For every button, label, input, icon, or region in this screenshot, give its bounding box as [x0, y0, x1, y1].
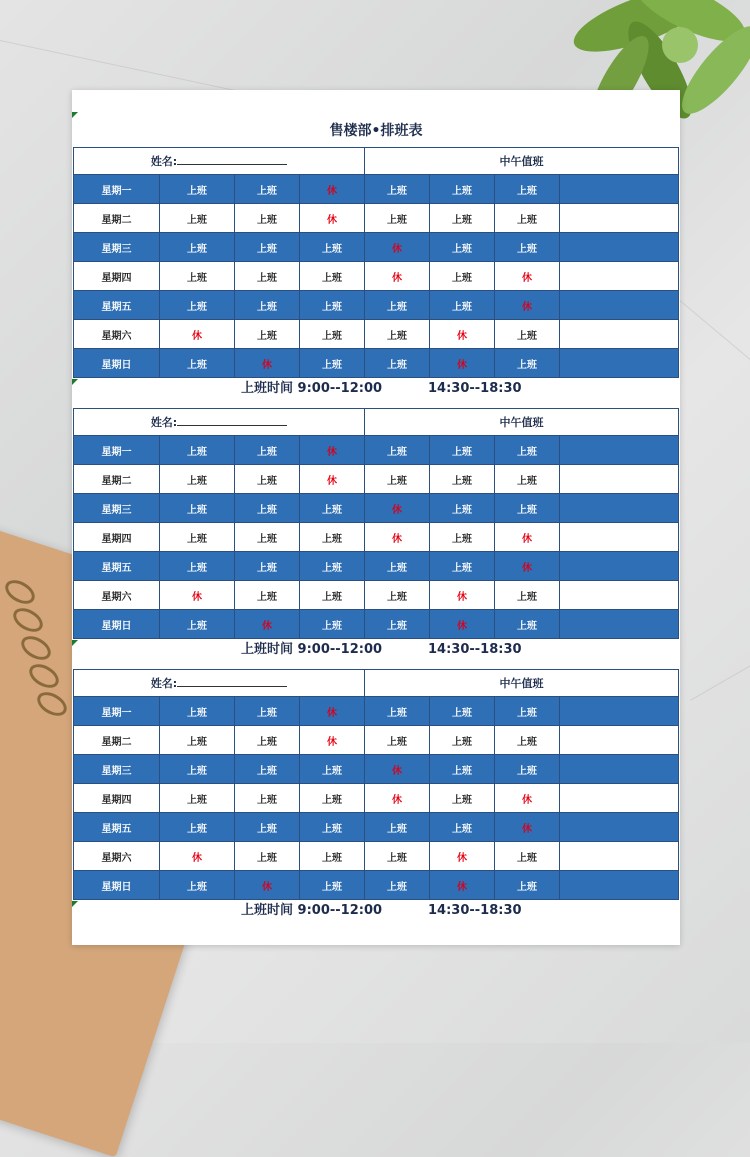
shift-cell: 休 — [160, 320, 235, 349]
day-cell: 星期一 — [74, 175, 160, 204]
shift-cell: 上班 — [160, 204, 235, 233]
noon-duty-header: 中午值班 — [365, 409, 679, 436]
shift-cell: 上班 — [365, 320, 430, 349]
blank-cell — [560, 320, 679, 349]
table-row — [74, 494, 679, 523]
blank-cell — [560, 465, 679, 494]
shift-cell: 休 — [235, 871, 300, 900]
shift-cell: 上班 — [160, 697, 235, 726]
shift-cell: 上班 — [430, 175, 495, 204]
shift-cell: 上班 — [430, 552, 495, 581]
shift-cell: 上班 — [300, 262, 365, 291]
shift-cell: 上班 — [430, 233, 495, 262]
shift-cell: 休 — [235, 610, 300, 639]
shift-cell: 上班 — [160, 436, 235, 465]
shift-cell: 上班 — [365, 291, 430, 320]
shift-cell: 上班 — [300, 494, 365, 523]
working-hours — [73, 378, 678, 404]
shift-cell: 休 — [365, 755, 430, 784]
shift-cell: 上班 — [495, 349, 560, 378]
shift-cell: 上班 — [365, 349, 430, 378]
day-cell: 星期四 — [74, 784, 160, 813]
shift-cell: 上班 — [235, 523, 300, 552]
shift-cell: 上班 — [235, 262, 300, 291]
table-row — [74, 349, 679, 378]
shift-cell: 上班 — [495, 755, 560, 784]
day-cell: 星期三 — [74, 494, 160, 523]
schedule-block — [73, 147, 678, 404]
shift-cell: 休 — [300, 726, 365, 755]
shift-cell: 上班 — [160, 494, 235, 523]
day-cell: 星期四 — [74, 262, 160, 291]
blank-cell — [560, 755, 679, 784]
shift-cell: 上班 — [235, 581, 300, 610]
shift-cell: 上班 — [495, 871, 560, 900]
shift-cell: 休 — [300, 697, 365, 726]
shift-cell: 上班 — [160, 175, 235, 204]
table-row — [74, 436, 679, 465]
shift-cell: 上班 — [235, 204, 300, 233]
day-cell: 星期日 — [74, 349, 160, 378]
day-cell: 星期六 — [74, 320, 160, 349]
document-title: 售楼部•排班表 — [329, 123, 423, 139]
shift-cell: 上班 — [430, 813, 495, 842]
blank-cell — [560, 349, 679, 378]
shift-cell: 休 — [495, 552, 560, 581]
shift-cell: 休 — [365, 494, 430, 523]
shift-cell: 休 — [430, 610, 495, 639]
shift-cell: 上班 — [235, 697, 300, 726]
blank-cell — [560, 291, 679, 320]
table-row — [74, 523, 679, 552]
shift-cell: 上班 — [235, 494, 300, 523]
day-cell: 星期五 — [74, 813, 160, 842]
shift-cell: 上班 — [365, 871, 430, 900]
shift-cell: 上班 — [365, 436, 430, 465]
shift-cell: 上班 — [160, 784, 235, 813]
shift-cell: 上班 — [495, 494, 560, 523]
working-hours — [73, 639, 678, 665]
shift-cell: 上班 — [235, 436, 300, 465]
shift-cell: 上班 — [365, 552, 430, 581]
blank-cell — [560, 233, 679, 262]
shift-cell: 上班 — [160, 262, 235, 291]
marble-vein — [679, 300, 750, 378]
shift-cell: 上班 — [495, 610, 560, 639]
shift-cell: 上班 — [495, 204, 560, 233]
shift-cell: 上班 — [495, 233, 560, 262]
shift-cell: 上班 — [300, 320, 365, 349]
shift-cell: 上班 — [160, 610, 235, 639]
working-hours — [73, 900, 678, 926]
table-row — [74, 784, 679, 813]
table-row — [74, 175, 679, 204]
shift-cell: 休 — [430, 842, 495, 871]
day-cell: 星期二 — [74, 204, 160, 233]
shift-cell: 上班 — [430, 755, 495, 784]
shift-cell: 上班 — [300, 610, 365, 639]
corner-mark — [72, 379, 78, 385]
shift-cell: 上班 — [365, 175, 430, 204]
shift-cell: 休 — [495, 523, 560, 552]
shift-cell: 上班 — [160, 291, 235, 320]
table-row — [74, 697, 679, 726]
day-cell: 星期六 — [74, 842, 160, 871]
shift-cell: 休 — [300, 175, 365, 204]
schedule-block — [73, 669, 678, 926]
shift-cell: 休 — [430, 871, 495, 900]
shift-cell: 上班 — [235, 233, 300, 262]
shift-cell: 休 — [365, 523, 430, 552]
name-label: 姓名: — [150, 416, 178, 429]
shift-cell: 上班 — [495, 581, 560, 610]
blank-cell — [560, 842, 679, 871]
noon-duty-header: 中午值班 — [365, 670, 679, 697]
shift-cell: 上班 — [365, 465, 430, 494]
shift-cell: 上班 — [495, 465, 560, 494]
shift-cell: 上班 — [495, 842, 560, 871]
table-row — [74, 552, 679, 581]
shift-cell: 休 — [495, 813, 560, 842]
day-cell: 星期四 — [74, 523, 160, 552]
blank-cell — [560, 784, 679, 813]
shift-cell: 上班 — [300, 784, 365, 813]
shift-cell: 上班 — [160, 871, 235, 900]
table-row — [74, 320, 679, 349]
day-cell: 星期一 — [74, 697, 160, 726]
table-row — [74, 726, 679, 755]
shift-cell: 上班 — [235, 552, 300, 581]
blank-cell — [560, 581, 679, 610]
blank-cell — [560, 204, 679, 233]
schedule-table — [73, 669, 679, 900]
shift-cell: 休 — [495, 262, 560, 291]
shift-cell: 上班 — [365, 813, 430, 842]
shift-cell: 上班 — [235, 755, 300, 784]
shift-cell: 上班 — [160, 349, 235, 378]
shift-cell: 上班 — [160, 552, 235, 581]
shift-cell: 上班 — [235, 320, 300, 349]
afternoon-hours: 14:30--18:30 — [428, 903, 522, 918]
shift-cell: 休 — [495, 784, 560, 813]
shift-cell: 上班 — [365, 581, 430, 610]
blank-cell — [560, 494, 679, 523]
shift-cell: 上班 — [235, 175, 300, 204]
name-underline — [177, 153, 287, 165]
blank-cell — [560, 552, 679, 581]
shift-cell: 上班 — [430, 436, 495, 465]
shift-cell: 上班 — [430, 291, 495, 320]
table-row — [74, 233, 679, 262]
shift-cell: 上班 — [300, 842, 365, 871]
shift-cell: 上班 — [300, 871, 365, 900]
day-cell: 星期二 — [74, 726, 160, 755]
corner-mark — [72, 640, 78, 646]
morning-hours: 上班时间 9:00--12:00 — [241, 903, 383, 918]
shift-cell: 上班 — [495, 175, 560, 204]
shift-cell: 上班 — [365, 204, 430, 233]
shift-cell: 上班 — [160, 813, 235, 842]
corner-mark — [72, 901, 78, 907]
name-label: 姓名: — [150, 677, 178, 690]
marble-vein — [690, 655, 750, 701]
shift-cell: 上班 — [430, 697, 495, 726]
shift-cell: 休 — [160, 842, 235, 871]
day-cell: 星期五 — [74, 552, 160, 581]
table-row — [74, 610, 679, 639]
shift-cell: 上班 — [495, 726, 560, 755]
corner-mark — [72, 112, 78, 118]
blank-cell — [560, 175, 679, 204]
shift-cell: 上班 — [430, 262, 495, 291]
name-field[interactable] — [74, 148, 365, 175]
shift-cell: 休 — [160, 581, 235, 610]
day-cell: 星期五 — [74, 291, 160, 320]
day-cell: 星期三 — [74, 755, 160, 784]
shift-cell: 休 — [365, 784, 430, 813]
shift-cell: 上班 — [235, 465, 300, 494]
shift-cell: 上班 — [365, 726, 430, 755]
shift-cell: 休 — [430, 581, 495, 610]
table-row — [74, 842, 679, 871]
shift-cell: 上班 — [300, 233, 365, 262]
shift-cell: 休 — [300, 465, 365, 494]
schedule-block — [73, 408, 678, 665]
blank-cell — [560, 610, 679, 639]
shift-cell: 上班 — [430, 726, 495, 755]
table-row — [74, 291, 679, 320]
day-cell: 星期三 — [74, 233, 160, 262]
day-cell: 星期六 — [74, 581, 160, 610]
shift-cell: 休 — [365, 262, 430, 291]
afternoon-hours: 14:30--18:30 — [428, 381, 522, 396]
shift-cell: 休 — [235, 349, 300, 378]
blank-cell — [560, 697, 679, 726]
shift-cell: 上班 — [365, 697, 430, 726]
shift-cell: 上班 — [300, 813, 365, 842]
shift-cell: 上班 — [160, 465, 235, 494]
table-row — [74, 581, 679, 610]
morning-hours: 上班时间 9:00--12:00 — [241, 381, 383, 396]
shift-cell: 上班 — [235, 842, 300, 871]
shift-cell: 上班 — [300, 581, 365, 610]
shift-cell: 休 — [430, 349, 495, 378]
blank-cell — [560, 436, 679, 465]
schedule-sheet — [72, 90, 680, 945]
shift-cell: 上班 — [235, 813, 300, 842]
shift-cell: 上班 — [495, 697, 560, 726]
shift-cell: 上班 — [235, 726, 300, 755]
shift-cell: 上班 — [160, 233, 235, 262]
day-cell: 星期二 — [74, 465, 160, 494]
shift-cell: 上班 — [430, 204, 495, 233]
blank-cell — [560, 726, 679, 755]
table-row — [74, 204, 679, 233]
shift-cell: 上班 — [430, 465, 495, 494]
name-label: 姓名: — [150, 155, 178, 168]
day-cell: 星期日 — [74, 871, 160, 900]
shift-cell: 上班 — [495, 320, 560, 349]
name-field[interactable] — [74, 670, 365, 697]
shift-cell: 上班 — [300, 291, 365, 320]
noon-duty-header: 中午值班 — [365, 148, 679, 175]
shift-cell: 上班 — [235, 291, 300, 320]
shift-cell: 上班 — [365, 842, 430, 871]
morning-hours: 上班时间 9:00--12:00 — [241, 642, 383, 657]
day-cell: 星期一 — [74, 436, 160, 465]
table-row — [74, 262, 679, 291]
blank-cell — [560, 523, 679, 552]
table-row — [74, 871, 679, 900]
blank-cell — [560, 871, 679, 900]
shift-cell: 上班 — [300, 755, 365, 784]
name-underline — [177, 414, 287, 426]
schedule-table — [73, 147, 679, 378]
table-row — [74, 755, 679, 784]
shift-cell: 上班 — [430, 523, 495, 552]
blank-cell — [560, 813, 679, 842]
shift-cell: 上班 — [430, 784, 495, 813]
shift-cell: 上班 — [160, 755, 235, 784]
table-row — [74, 465, 679, 494]
shift-cell: 上班 — [300, 523, 365, 552]
shift-cell: 上班 — [430, 494, 495, 523]
blank-cell — [560, 262, 679, 291]
schedule-table — [73, 408, 679, 639]
shift-cell: 上班 — [495, 436, 560, 465]
shift-cell: 休 — [300, 436, 365, 465]
name-underline — [177, 675, 287, 687]
table-row — [74, 813, 679, 842]
shift-cell: 上班 — [235, 784, 300, 813]
shift-cell: 上班 — [160, 726, 235, 755]
shift-cell: 休 — [365, 233, 430, 262]
shift-cell: 上班 — [300, 349, 365, 378]
name-field[interactable] — [74, 409, 365, 436]
day-cell: 星期日 — [74, 610, 160, 639]
shift-cell: 休 — [430, 320, 495, 349]
afternoon-hours: 14:30--18:30 — [428, 642, 522, 657]
shift-cell: 休 — [300, 204, 365, 233]
shift-cell: 上班 — [365, 610, 430, 639]
shift-cell: 上班 — [300, 552, 365, 581]
shift-cell: 上班 — [160, 523, 235, 552]
shift-cell: 休 — [495, 291, 560, 320]
